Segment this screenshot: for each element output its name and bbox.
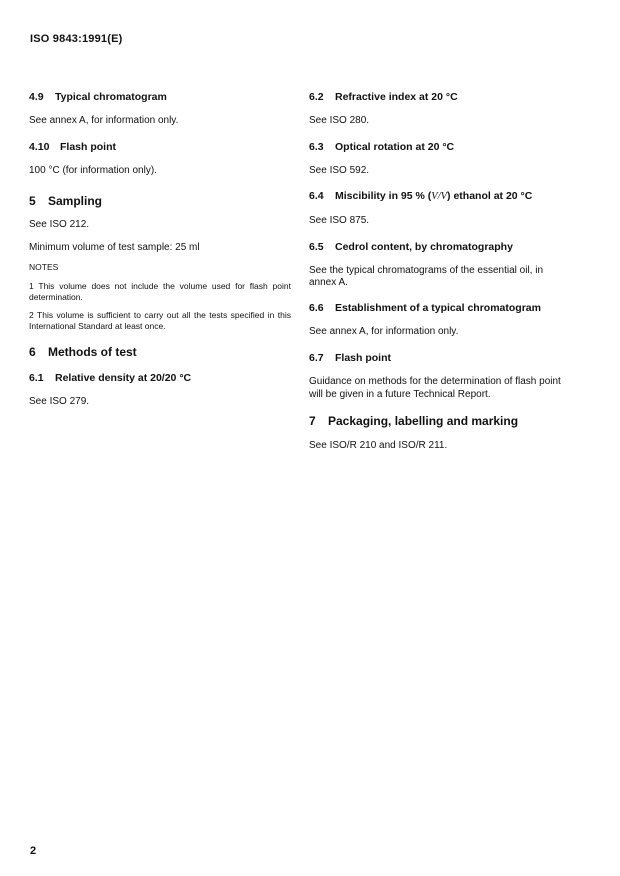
section-title: Refractive index at 20 °C: [335, 91, 458, 103]
section-number: 6: [29, 345, 36, 359]
section-title: ) ethanol at 20 °C: [447, 190, 533, 202]
section-6-2: [309, 90, 573, 128]
section-title: Flash point: [335, 352, 391, 364]
section-number: 6.6: [309, 301, 324, 314]
left-column: [29, 90, 291, 409]
section-title: Methods of test: [48, 345, 137, 359]
section-title: Establishment of a typical chromatogram: [335, 301, 541, 314]
section-6-7: [309, 351, 573, 401]
section-text: 100 °C (for information only).: [29, 164, 157, 176]
section-text: See ISO 280.: [309, 115, 370, 126]
section-heading: [309, 413, 573, 429]
notes-block: [29, 262, 291, 331]
section-7: [309, 413, 573, 453]
section-text: Guidance on methods for the determination of flash point will be given in a future Technical Report.: [309, 376, 561, 400]
section-heading: [309, 351, 573, 365]
note-1: 1 This volume does not include the volume used for flash point determination.: [29, 281, 291, 302]
section-text: See annex A, for information only.: [29, 115, 179, 126]
section-6: [29, 344, 291, 360]
section-number: 6.7: [309, 352, 324, 364]
section-6-6: [309, 301, 573, 339]
section-title: Packaging, labelling and marking: [328, 414, 519, 428]
section-text: See ISO/R 210 and ISO/R 211.: [309, 440, 448, 451]
section-text: See ISO 875.: [309, 215, 370, 226]
section-number: 6.4: [309, 190, 324, 202]
section-text: See ISO 212.: [29, 219, 90, 230]
section-number: 4.9: [29, 91, 44, 103]
section-text: See ISO 592.: [309, 164, 370, 176]
section-6-1: [29, 371, 291, 409]
section-number: 6.5: [309, 240, 324, 253]
section-title: Flash point: [60, 140, 116, 153]
section-title: Relative density at 20/20 °C: [55, 372, 192, 384]
section-title: Sampling: [48, 194, 103, 208]
section-heading: [29, 193, 291, 209]
section-5: [29, 193, 291, 254]
section-title: Miscibility in 95 % (: [335, 190, 432, 202]
section-text: See the typical chromatograms of the essential oil, in annex A.: [309, 264, 544, 288]
section-heading: [29, 140, 291, 154]
section-heading: [309, 189, 573, 204]
section-heading: [309, 301, 573, 315]
section-4-10: [29, 140, 291, 178]
section-heading: [29, 371, 291, 385]
section-4-9: [29, 90, 291, 128]
section-text: See ISO 279.: [29, 396, 90, 407]
right-column: [309, 90, 573, 453]
section-heading: [309, 240, 573, 254]
section-6-3: [309, 140, 573, 178]
document-id: ISO 9843:1991(E): [30, 33, 123, 45]
section-6-4: [309, 189, 573, 228]
section-title: Cedrol content, by chromatography: [335, 240, 513, 253]
section-heading: [29, 90, 291, 104]
section-6-5: [309, 240, 573, 290]
note-2: 2 This volume is sufficient to carry out all the tests specified in this International Standard at least once.: [29, 310, 291, 331]
section-number: 6.2: [309, 91, 324, 103]
page-number: 2: [30, 845, 37, 857]
section-heading: [29, 344, 291, 360]
section-number: 6.3: [309, 140, 324, 153]
section-number: 6.1: [29, 372, 44, 384]
section-title: Optical rotation at 20 °C: [335, 140, 455, 153]
section-text: Minimum volume of test sample: 25 ml: [29, 241, 200, 253]
section-heading: [309, 140, 573, 154]
section-heading: [309, 90, 573, 104]
section-title-fraction: V/V: [431, 191, 448, 202]
section-number: 7: [309, 414, 316, 428]
notes-label: NOTES: [29, 262, 59, 272]
section-number: 4.10: [29, 140, 50, 153]
section-text: See annex A, for information only.: [309, 325, 459, 337]
section-number: 5: [29, 194, 36, 208]
section-title: Typical chromatogram: [55, 91, 167, 103]
